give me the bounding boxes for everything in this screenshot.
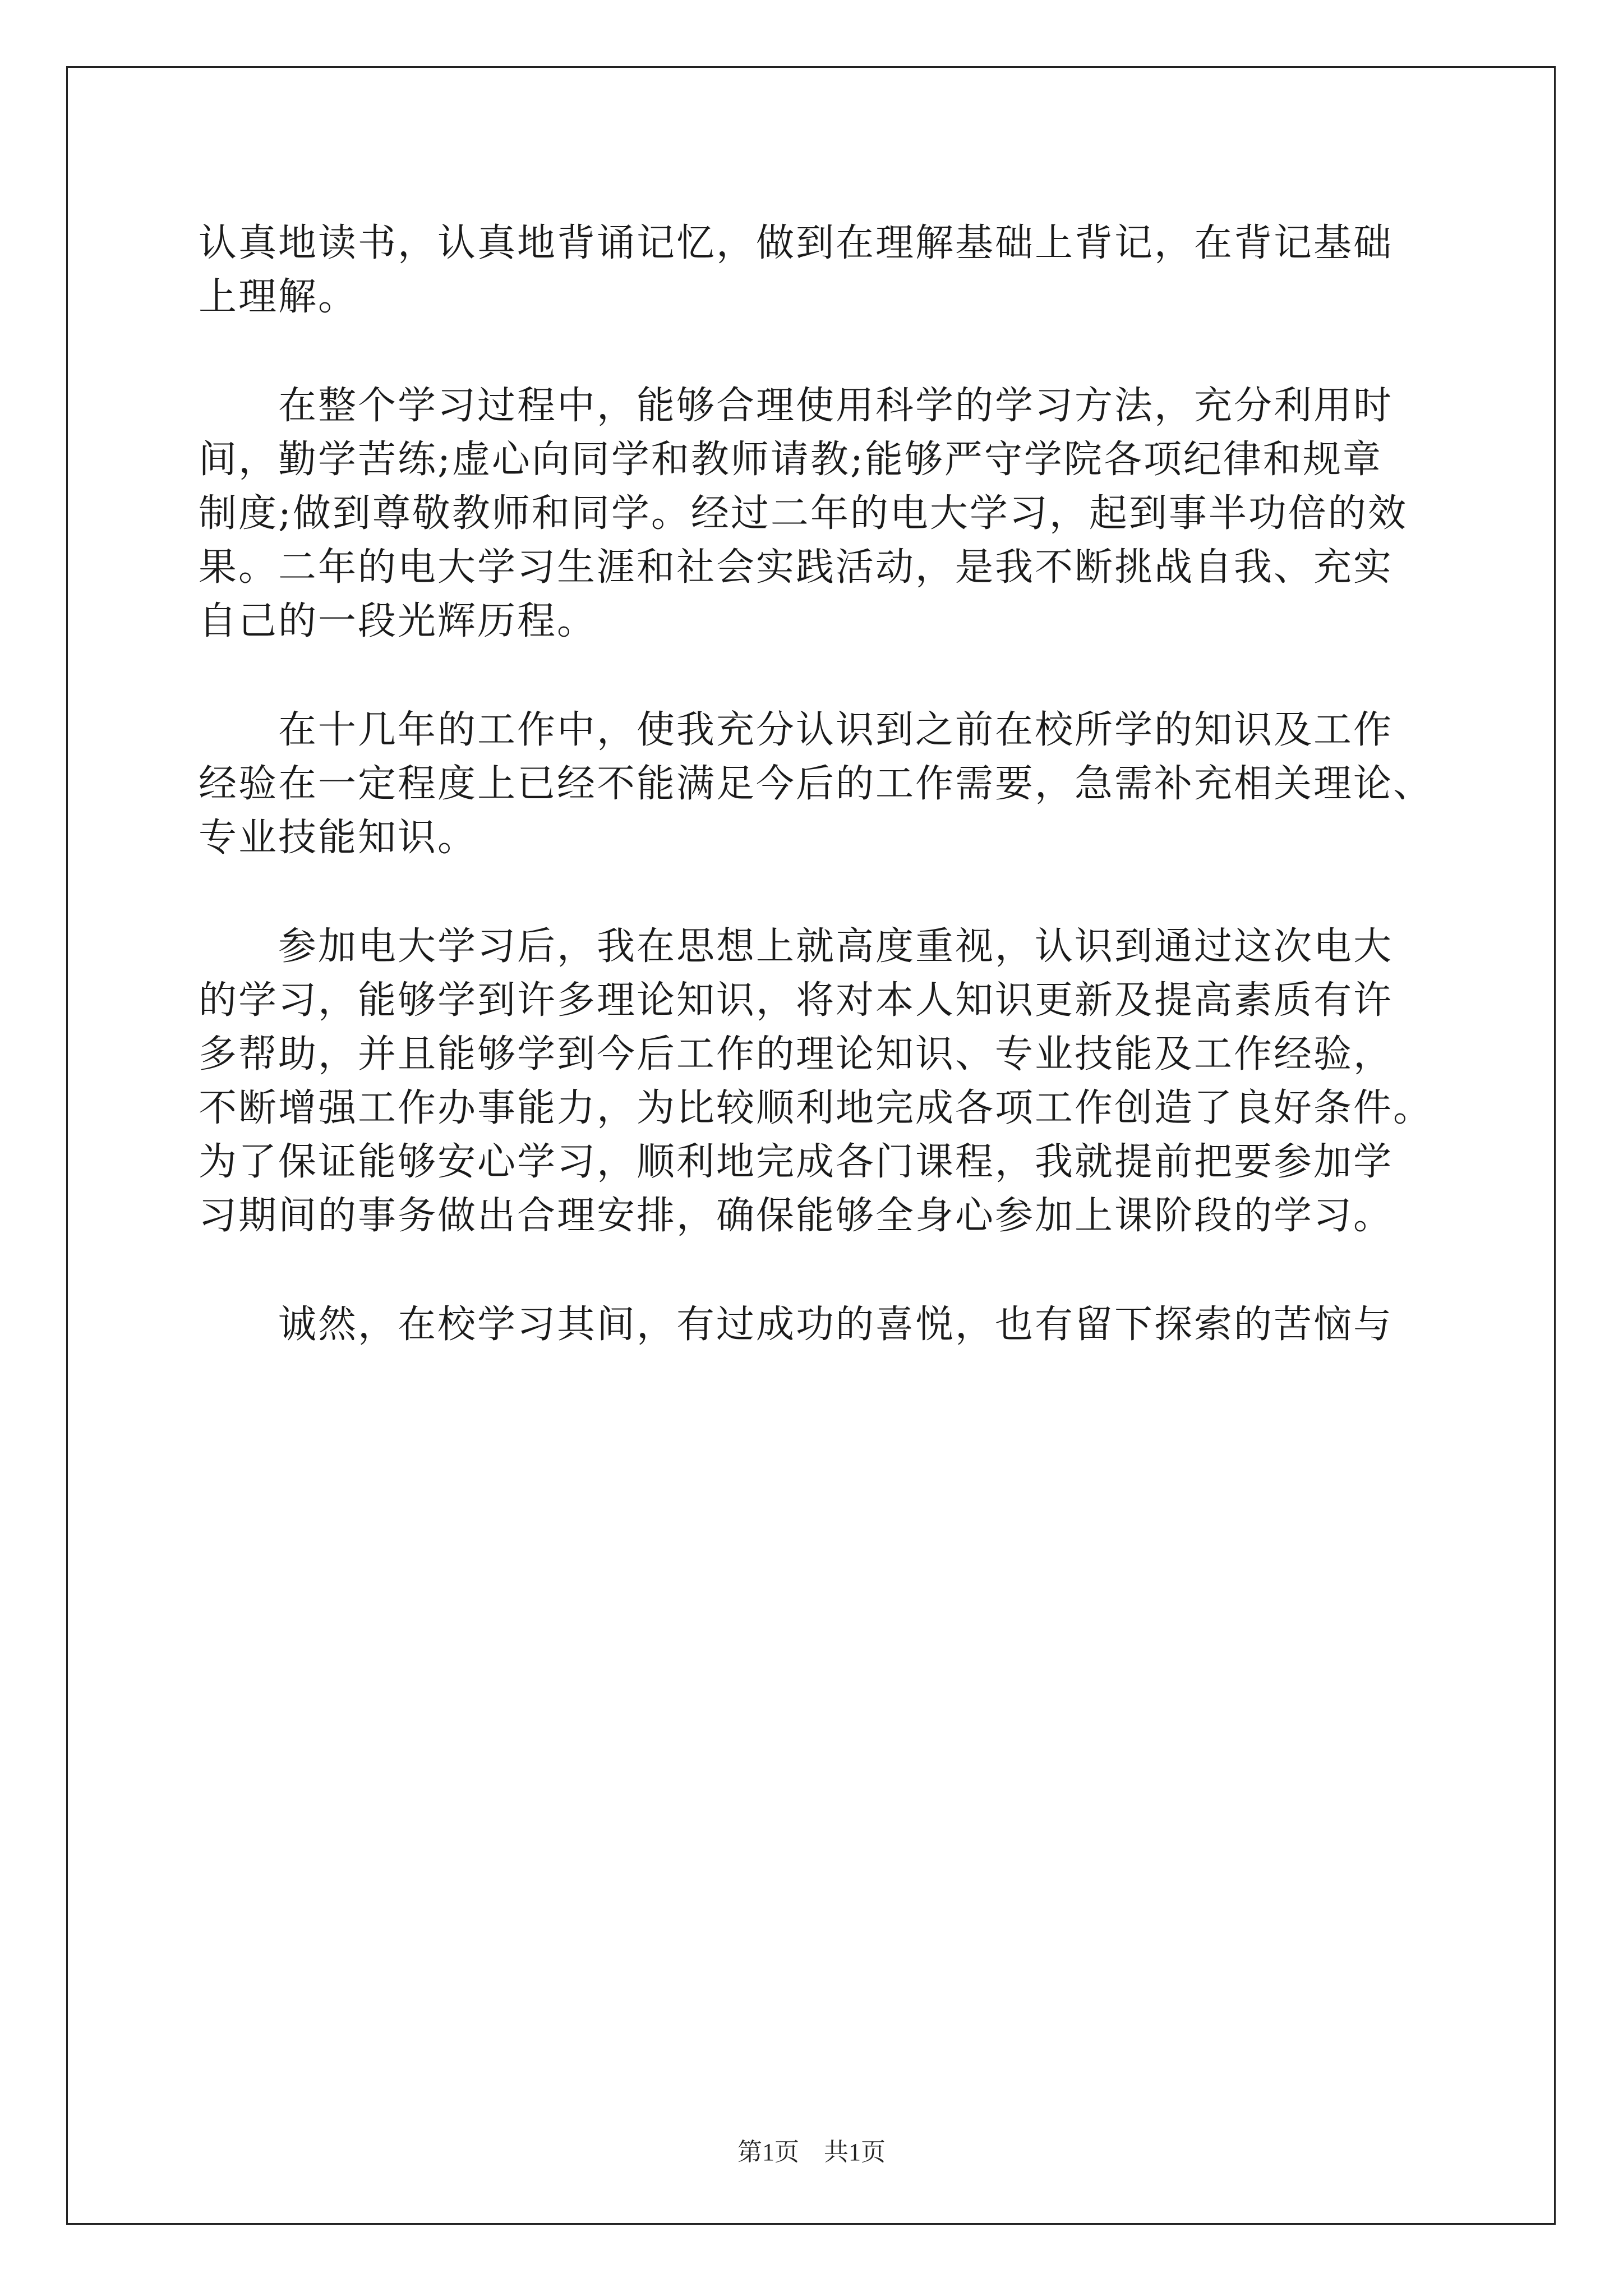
text-line: 的学习，能够学到许多理论知识，将对本人知识更新及提高素质有许 [199, 978, 1394, 1023]
text-line: 在整个学习过程中，能够合理使用科学的学习方法，充分利用时 [199, 384, 1394, 428]
text-line: 果。二年的电大学习生涯和社会实践活动，是我不断挑战自我、充实 [199, 545, 1394, 590]
page-total: 共1页 [824, 2138, 886, 2166]
text-line: 习期间的事务做出合理安排，确保能够全身心参加上课阶段的学习。 [199, 1194, 1394, 1238]
text-line: 不断增强工作办事能力，为比较顺利地完成各项工作创造了良好条件。 [199, 1086, 1433, 1130]
text-line: 为了保证能够安心学习，顺利地完成各门课程，我就提前把要参加学 [199, 1140, 1394, 1184]
text-line: 在十几年的工作中，使我充分认识到之前在校所学的知识及工作 [199, 708, 1394, 752]
text-line: 参加电大学习后，我在思想上就高度重视，认识到通过这次电大 [199, 924, 1394, 969]
text-line: 制度;做到尊敬教师和同学。经过二年的电大学习，起到事半功倍的效 [199, 491, 1408, 536]
page-number: 第1页 [737, 2138, 799, 2166]
text-line: 多帮助，并且能够学到今后工作的理论知识、专业技能及工作经验， [199, 1032, 1394, 1076]
text-line: 认真地读书，认真地背诵记忆，做到在理解基础上背记，在背记基础 [199, 221, 1394, 265]
page-footer [0, 2132, 1623, 2168]
document-body [199, 217, 1433, 1352]
text-line: 诚然，在校学习其间，有过成功的喜悦，也有留下探索的苦恼与 [199, 1303, 1394, 1347]
text-line: 自己的一段光辉历程。 [199, 599, 597, 643]
text-line: 上理解。 [199, 275, 358, 319]
text-line: 专业技能知识。 [199, 816, 478, 860]
text-line: 经验在一定程度上已经不能满足今后的工作需要，急需补充相关理论、 [199, 762, 1433, 806]
text-line: 间，勤学苦练;虚心向同学和教师请教;能够严守学院各项纪律和规章 [199, 438, 1382, 482]
